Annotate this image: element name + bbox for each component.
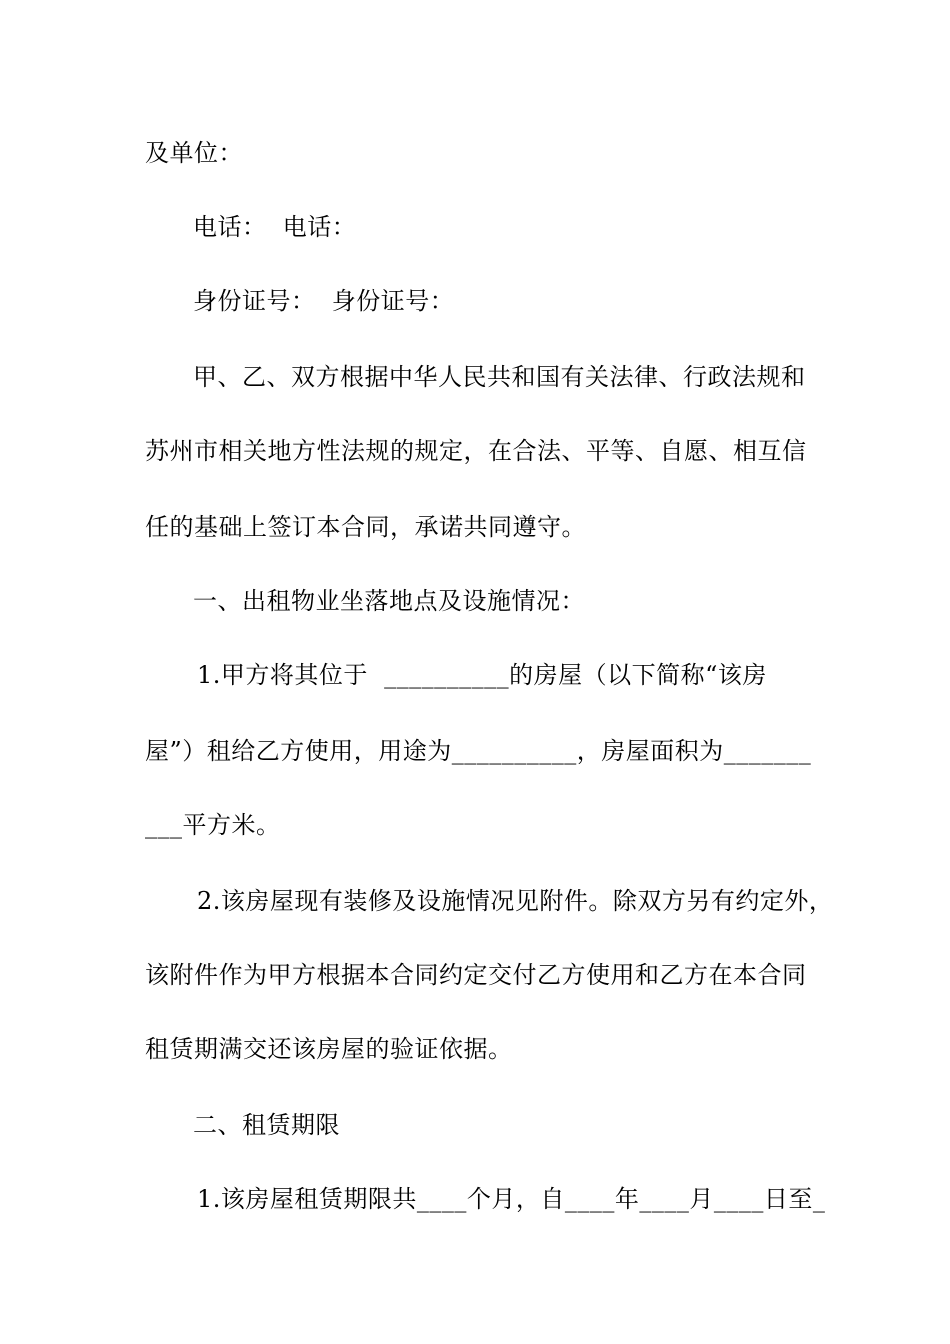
text-line-preamble-2: 苏州市相关地方性法规的规定，在合法、平等、自愿、相互信 — [145, 437, 807, 465]
text-line-unit: 及单位： — [145, 139, 243, 167]
section-heading-1: 一、出租物业坐落地点及设施情况： — [193, 587, 585, 615]
clause-1-2-line-2: 该附件作为甲方根据本合同约定交付乙方使用和乙方在本合同 — [145, 961, 807, 989]
section-heading-2: 二、租赁期限 — [193, 1111, 340, 1139]
clause-2-1-line-1: 1.该房屋租赁期限共____个月，自____年____月____日至_ — [197, 1185, 826, 1213]
clause-1-2-line-1: 2.该房屋现有装修及设施情况见附件。除双方另有约定外， — [197, 887, 834, 915]
text-line-preamble-1: 甲、乙、双方根据中华人民共和国有关法律、行政法规和 — [193, 363, 806, 391]
clause-1-1-line-1: 1.甲方将其位于 __________的房屋（以下简称“该房 — [197, 661, 767, 689]
clause-1-1-line-2: 屋”）租给乙方使用，用途为__________，房屋面积为_______ — [145, 737, 812, 765]
clause-1-2-line-3: 租赁期满交还该房屋的验证依据。 — [145, 1035, 513, 1063]
text-line-phone: 电话： 电话： — [193, 213, 357, 241]
text-line-id-number: 身份证号： 身份证号： — [193, 287, 455, 315]
text-line-preamble-3: 任的基础上签订本合同，承诺共同遵守。 — [145, 513, 586, 541]
clause-1-1-line-3: ___平方米。 — [145, 811, 281, 839]
